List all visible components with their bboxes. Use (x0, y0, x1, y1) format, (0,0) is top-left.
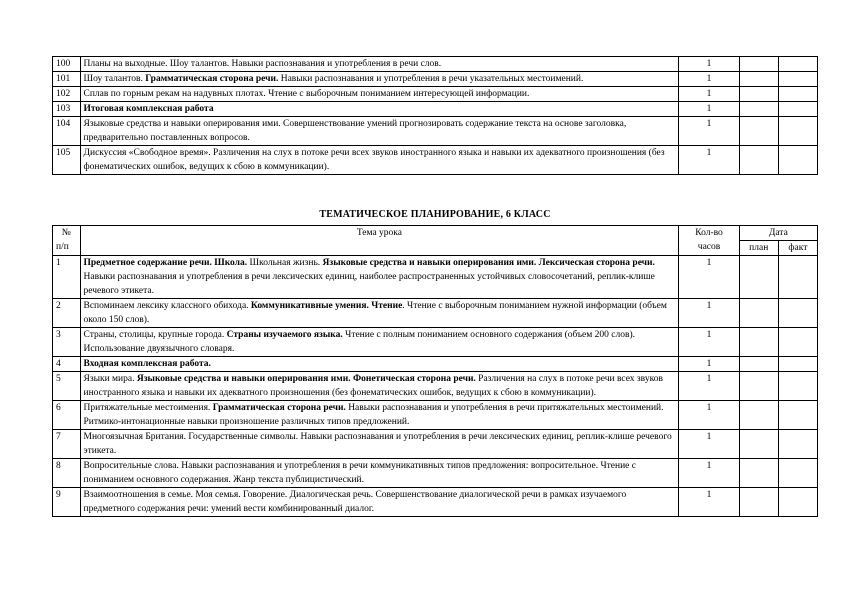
table-row (53, 430, 818, 459)
table-row (53, 57, 818, 72)
plan-date-cell (739, 299, 778, 328)
lesson-topic (80, 372, 679, 401)
lesson-topic (80, 146, 679, 175)
fact-date-cell (778, 488, 817, 517)
plan-date-cell (739, 146, 778, 175)
lesson-hours: 1 (679, 102, 739, 117)
lesson-topic (80, 299, 679, 328)
topic-text: Навыки распознавания и употребления в речи лексических единиц, наиболее распространенных устойчивых словосочетаний, реплик-клише речевого этикета. (83, 272, 655, 296)
lesson-hours: 1 (679, 459, 739, 488)
lesson-number: 3 (53, 328, 81, 357)
lesson-topic (80, 117, 679, 146)
lesson-hours: 1 (679, 357, 739, 372)
topic-text: Вспоминаем лексику классного обихода. (83, 301, 251, 311)
lesson-topic (80, 488, 679, 517)
lesson-hours: 1 (679, 488, 739, 517)
lesson-number: 100 (53, 57, 81, 72)
topic-text: Страны, столицы, крупные города. (83, 330, 227, 340)
plan-date-cell (739, 256, 778, 299)
lesson-table-continued-body (53, 57, 818, 175)
lesson-number: 1 (53, 256, 81, 299)
lesson-hours: 1 (679, 57, 739, 72)
topic-text: Дискуссия «Свободное время». Различения на слух в потоке речи всех звуков иностранного языка и навыки их адекватного произношения (без фонематических ошибок, ведущих к сбою в коммуникации). (83, 148, 665, 172)
lesson-table-continued (52, 56, 818, 175)
lesson-topic (80, 57, 679, 72)
topic-text: Различения на слух в потоке речи всех звуков иностранного языка и навыки их адекватного произношения (без фонематических ошибок, ведущих к сбою в коммуникации). (83, 374, 663, 398)
lesson-hours: 1 (679, 328, 739, 357)
plan-date-cell (739, 459, 778, 488)
topic-text: Притяжательные местоимения. (83, 403, 213, 413)
lesson-number: 7 (53, 430, 81, 459)
topic-text: Чтение с полным пониманием основного содержания (объем 200 слов). Использование двуязычного словаря. (83, 330, 635, 354)
plan-date-cell (739, 102, 778, 117)
fact-date-cell (778, 357, 817, 372)
lesson-hours: 1 (679, 72, 739, 87)
topic-text: Планы на выходные. Шоу талантов. Навыки распознавания и употребления в речи слов. (83, 59, 442, 69)
topic-text: Школьная жизнь. (247, 258, 323, 268)
lesson-number: 9 (53, 488, 81, 517)
topic-text: . Чтение с выборочным пониманием нужной информации (объем около 150 слов). (83, 301, 667, 325)
lesson-topic (80, 459, 679, 488)
plan-date-cell (739, 72, 778, 87)
fact-date-cell (778, 430, 817, 459)
fact-date-cell (778, 72, 817, 87)
lesson-number: 103 (53, 102, 81, 117)
plan-date-cell (739, 357, 778, 372)
header-hours-line2: часов (697, 242, 721, 252)
lesson-number: 101 (53, 72, 81, 87)
plan-date-cell (739, 57, 778, 72)
fact-date-cell (778, 401, 817, 430)
header-topic: Тема урока (80, 226, 679, 256)
topic-text: Взаимоотношения в семье. Моя семья. Говорение. Диалогическая речь. Совершенствование диалогической речи в рамках изучаемого предметного содержания речи: умений вести комбинированный диалог. (83, 490, 627, 514)
table-header (53, 226, 818, 256)
fact-date-cell (778, 372, 817, 401)
lesson-topic (80, 87, 679, 102)
lesson-topic (80, 256, 679, 299)
lesson-hours: 1 (679, 299, 739, 328)
table-row (53, 102, 818, 117)
lesson-number: 105 (53, 146, 81, 175)
table-row (53, 459, 818, 488)
plan-date-cell (739, 430, 778, 459)
topic-bold-text: Итоговая комплексная работа (83, 104, 214, 114)
thematic-plan-body (53, 256, 818, 517)
table-row (53, 256, 818, 299)
topic-bold-text: Страны изучаемого языка. (226, 330, 343, 340)
table-row (53, 72, 818, 87)
topic-text: Навыки распознавания и употребления в речи указательных местоимений. (278, 74, 584, 84)
table-row (53, 328, 818, 357)
fact-date-cell (778, 117, 817, 146)
lesson-number: 4 (53, 357, 81, 372)
table-row (53, 299, 818, 328)
lesson-hours: 1 (679, 430, 739, 459)
plan-date-cell (739, 328, 778, 357)
header-hours-line1: Кол-во (695, 228, 723, 238)
thematic-plan-table (52, 225, 818, 517)
fact-date-cell (778, 328, 817, 357)
fact-date-cell (778, 146, 817, 175)
lesson-number: 5 (53, 372, 81, 401)
header-num-line2: п/п (56, 242, 69, 252)
fact-date-cell (778, 57, 817, 72)
topic-bold-text: Коммуникативные умения. Чтение (250, 301, 403, 311)
lesson-number: 2 (53, 299, 81, 328)
plan-date-cell (739, 488, 778, 517)
topic-bold-text: Предметное содержание речи. Школа. (83, 258, 248, 268)
plan-date-cell (739, 117, 778, 146)
table-row (53, 146, 818, 175)
topic-text: Шоу талантов. (83, 74, 146, 84)
topic-bold-text: Входная комплексная работа. (83, 359, 211, 369)
topic-text: Сплав по горным рекам на надувных плотах. Чтение с выборочным пониманием интересующей информации. (83, 89, 530, 99)
lesson-hours: 1 (679, 87, 739, 102)
lesson-number: 6 (53, 401, 81, 430)
lesson-hours: 1 (679, 146, 739, 175)
lesson-hours: 1 (679, 256, 739, 299)
topic-text: Навыки распознавания и употребления в речи притяжательных местоимений. Ритмико-интонационные навыки произношение различных типов предложений. (83, 403, 664, 427)
topic-bold-text: Грамматическая сторона речи. (145, 74, 279, 84)
lesson-number: 102 (53, 87, 81, 102)
header-num-line1: № (61, 228, 71, 238)
topic-text: Языковые средства и навыки оперирования ими. Совершенствование умений прогнозировать содержание текста на основе заголовка, предварительно поставленных вопросов. (83, 119, 627, 143)
plan-date-cell (739, 87, 778, 102)
fact-date-cell (778, 256, 817, 299)
header-fact: факт (778, 241, 817, 256)
plan-date-cell (739, 372, 778, 401)
lesson-topic (80, 401, 679, 430)
lesson-number: 104 (53, 117, 81, 146)
section-title: ТЕМАТИЧЕСКОЕ ПЛАНИРОВАНИЕ, 6 КЛАСС (319, 209, 551, 220)
table-row (53, 117, 818, 146)
header-plan: план (739, 241, 778, 256)
table-row (53, 401, 818, 430)
plan-date-cell (739, 401, 778, 430)
lesson-hours: 1 (679, 372, 739, 401)
lesson-topic (80, 328, 679, 357)
header-row (53, 226, 818, 241)
table-row (53, 372, 818, 401)
lesson-topic (80, 102, 679, 117)
topic-bold-text: Языковые средства и навыки оперирования ими. Лексическая сторона речи. (322, 258, 655, 268)
header-hours (679, 226, 739, 256)
header-num (53, 226, 81, 256)
fact-date-cell (778, 87, 817, 102)
table-row (53, 87, 818, 102)
lesson-topic (80, 357, 679, 372)
table-row (53, 488, 818, 517)
topic-bold-text: Языковые средства и навыки оперирования ими. Фонетическая сторона речи. (136, 374, 476, 384)
topic-bold-text: Грамматическая сторона речи. (212, 403, 346, 413)
lesson-hours: 1 (679, 117, 739, 146)
fact-date-cell (778, 102, 817, 117)
header-date: Дата (739, 226, 817, 241)
topic-text: Многоязычная Британия. Государственные символы. Навыки распознавания и употребления в речи лексических единиц, реплик-клише речевого этикета. (83, 432, 672, 456)
lesson-topic (80, 72, 679, 87)
topic-text: Вопросительные слова. Навыки распознавания и употребления в речи коммуникативных типов предложения: вопросительное. Чтение с пониманием основного содержания. Жанр текста публицистический. (83, 461, 636, 485)
table-row (53, 357, 818, 372)
topic-text: Языки мира. (83, 374, 137, 384)
lesson-hours: 1 (679, 401, 739, 430)
lesson-topic (80, 430, 679, 459)
lesson-number: 8 (53, 459, 81, 488)
fact-date-cell (778, 459, 817, 488)
fact-date-cell (778, 299, 817, 328)
